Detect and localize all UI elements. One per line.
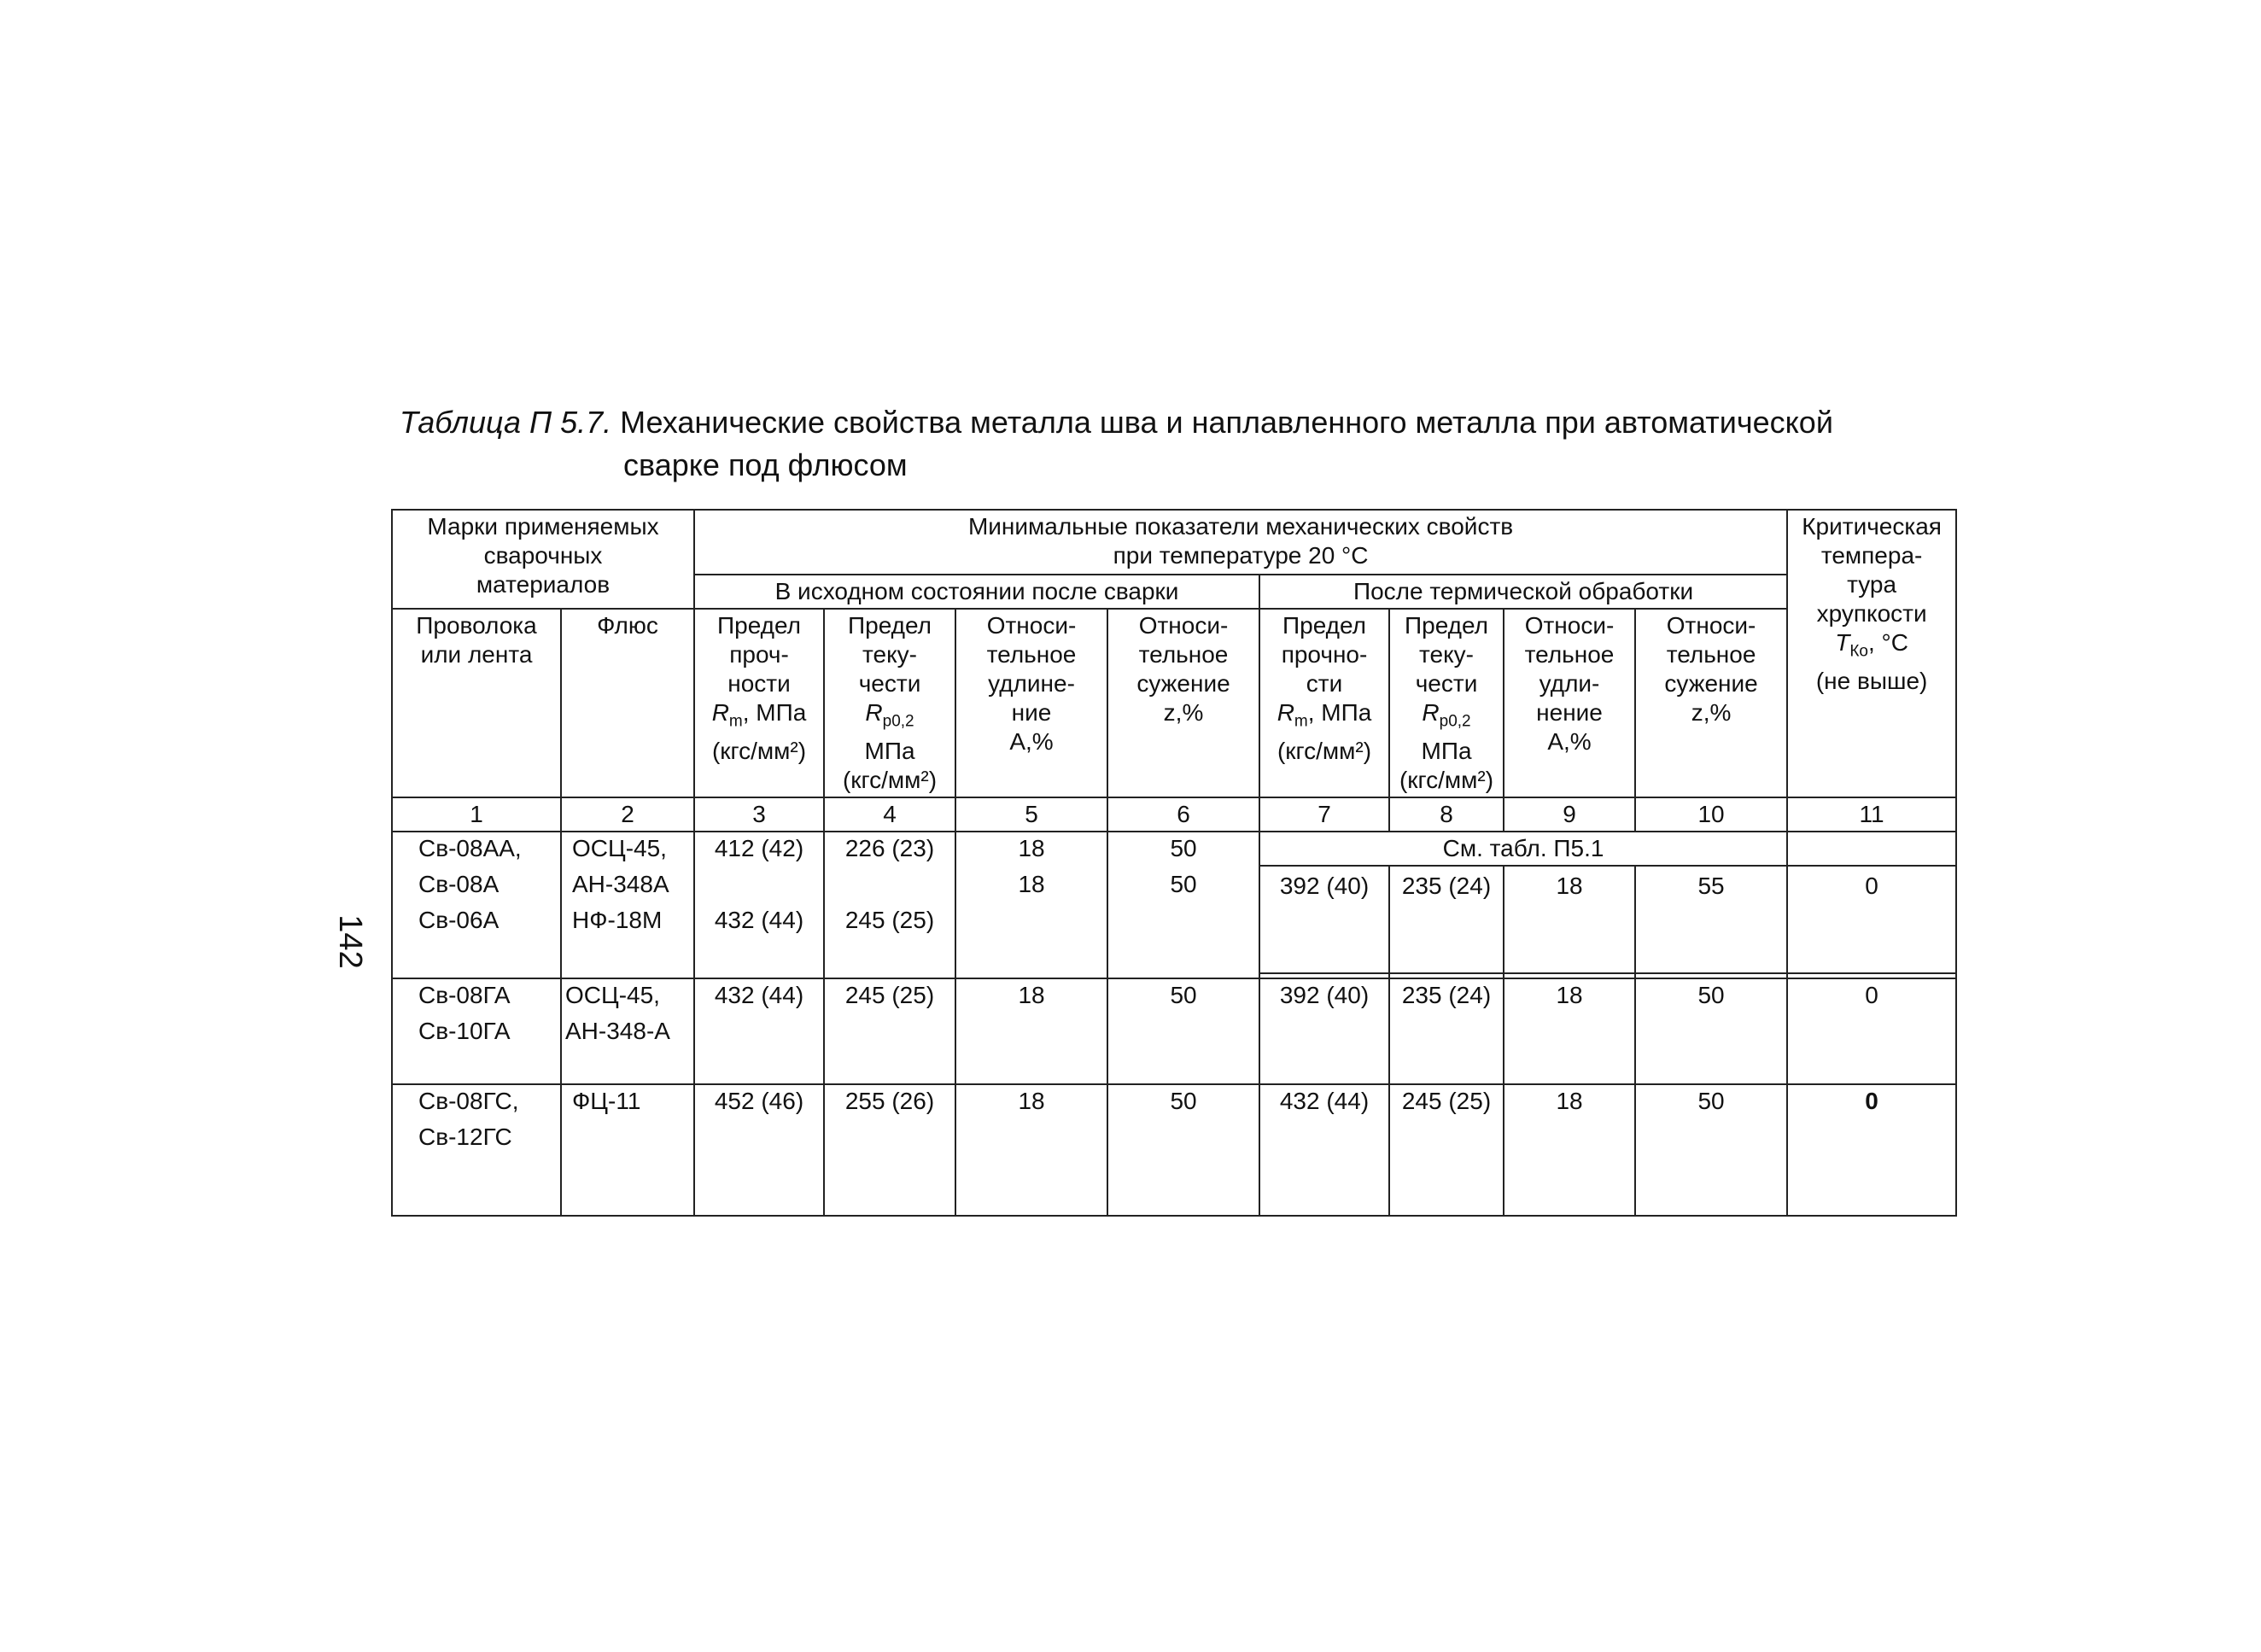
critical-temperature-cell: 0 bbox=[1787, 1084, 1956, 1216]
flux-grade-cell: ФЦ-11 bbox=[561, 1084, 694, 1216]
yield-strength-cell: 245 (25) bbox=[824, 978, 955, 1084]
critical-temperature-cell: 0 bbox=[1787, 866, 1956, 973]
header-flux: Флюс bbox=[561, 609, 694, 797]
table-caption-title: Механические свойства металла шва и наплавленного металла при автоматической bbox=[611, 405, 1833, 440]
wire-grade-cell: Св-08ГА Св-10ГА bbox=[392, 978, 561, 1084]
elongation-treated-cell: 18 bbox=[1504, 866, 1635, 973]
yield-strength-treated-cell: 245 (25) bbox=[1389, 1084, 1504, 1216]
reduction-treated-cell: 50 bbox=[1635, 1084, 1787, 1216]
column-number: 9 bbox=[1504, 797, 1635, 832]
column-number-row bbox=[392, 797, 1956, 832]
column-number: 2 bbox=[561, 797, 694, 832]
critical-temperature-cell bbox=[1787, 832, 1956, 866]
header-wire: Проволока или лента bbox=[392, 609, 561, 797]
tensile-strength-treated-cell: 392 (40) bbox=[1259, 978, 1389, 1084]
tensile-strength-treated-cell: 392 (40) bbox=[1259, 866, 1389, 973]
header-materials: Марки применяемых сварочных материалов bbox=[392, 510, 694, 609]
reduction-cell: 50 bbox=[1107, 1084, 1259, 1216]
column-number: 8 bbox=[1389, 797, 1504, 832]
table-caption-title-continued: сварке под флюсом bbox=[623, 447, 908, 482]
tensile-strength-cell: 452 (46) bbox=[694, 1084, 824, 1216]
column-number: 11 bbox=[1787, 797, 1956, 832]
yield-strength-treated-cell: 235 (24) bbox=[1389, 866, 1504, 973]
header-yield-strength: Предел теку- чести $R_{p0,2}$ МПа (кгс/мм²) bbox=[824, 609, 955, 797]
flux-grade-cell: ОСЦ-45, АН-348А НФ-18М bbox=[561, 832, 694, 978]
critical-temperature-cell: 0 bbox=[1787, 978, 1956, 1084]
yield-strength-cell: 255 (26) bbox=[824, 1084, 955, 1216]
elongation-cell: 18 bbox=[955, 978, 1107, 1084]
table-row bbox=[392, 1084, 1956, 1216]
elongation-treated-cell: 18 bbox=[1504, 978, 1635, 1084]
reduction-cell: 50 bbox=[1107, 978, 1259, 1084]
header-tensile-strength: Предел проч- ности $R_m$, МПа (кгс/мм²) bbox=[694, 609, 824, 797]
table-caption-label: Таблица П 5.7. bbox=[400, 405, 612, 440]
reduction-treated-cell: 50 bbox=[1635, 978, 1787, 1084]
column-number: 5 bbox=[955, 797, 1107, 832]
header-min-properties: Минимальные показатели механических свойств при температуре 20 °С bbox=[694, 510, 1787, 575]
see-table-reference: См. табл. П5.1 bbox=[1259, 832, 1787, 866]
elongation-cell: 18 bbox=[955, 1084, 1107, 1216]
header-yield-strength-treated: Предел теку- чести $R_{p0,2}$ МПа (кгс/мм²) bbox=[1389, 609, 1504, 797]
header-initial-state: В исходном состоянии после сварки bbox=[694, 575, 1259, 609]
yield-strength-treated-cell: 235 (24) bbox=[1389, 978, 1504, 1084]
reduction-treated-cell: 55 bbox=[1635, 866, 1787, 973]
mechanical-properties-table bbox=[391, 509, 1957, 1217]
column-number: 10 bbox=[1635, 797, 1787, 832]
header-critical-temperature: Критическая темпера- тура хрупкости $Т_{Ко}$, °С (не выше) bbox=[1787, 510, 1956, 797]
tensile-strength-cell: 432 (44) bbox=[694, 978, 824, 1084]
yield-strength-cell: 226 (23) 245 (25) bbox=[824, 832, 955, 978]
tensile-strength-cell: 412 (42) 432 (44) bbox=[694, 832, 824, 978]
header-reduction: Относи- тельное сужение z,% bbox=[1107, 609, 1259, 797]
column-number: 3 bbox=[694, 797, 824, 832]
header-after-heat-treatment: После термической обработки bbox=[1259, 575, 1787, 609]
header-elongation: Относи- тельное удлине- ние А,% bbox=[955, 609, 1107, 797]
wire-grade-cell: Св-08АА, Св-08А Св-06А bbox=[392, 832, 561, 978]
table-caption bbox=[400, 401, 1937, 487]
tensile-strength-treated-cell: 432 (44) bbox=[1259, 1084, 1389, 1216]
header-tensile-strength-treated: Предел прочно- сти $R_m$, МПа (кгс/мм²) bbox=[1259, 609, 1389, 797]
page-number: 142 bbox=[332, 914, 368, 969]
table-row bbox=[392, 832, 1956, 866]
table-row bbox=[392, 978, 1956, 1084]
elongation-treated-cell: 18 bbox=[1504, 1084, 1635, 1216]
elongation-cell: 18 18 bbox=[955, 832, 1107, 978]
flux-grade-cell: ОСЦ-45, АН-348-А bbox=[561, 978, 694, 1084]
column-number: 6 bbox=[1107, 797, 1259, 832]
wire-grade-cell: Св-08ГС, Св-12ГС bbox=[392, 1084, 561, 1216]
reduction-cell: 50 50 bbox=[1107, 832, 1259, 978]
column-number: 7 bbox=[1259, 797, 1389, 832]
column-number: 4 bbox=[824, 797, 955, 832]
header-reduction-treated: Относи- тельное сужение z,% bbox=[1635, 609, 1787, 797]
column-number: 1 bbox=[392, 797, 561, 832]
header-elongation-treated: Относи- тельное удли- нение А,% bbox=[1504, 609, 1635, 797]
